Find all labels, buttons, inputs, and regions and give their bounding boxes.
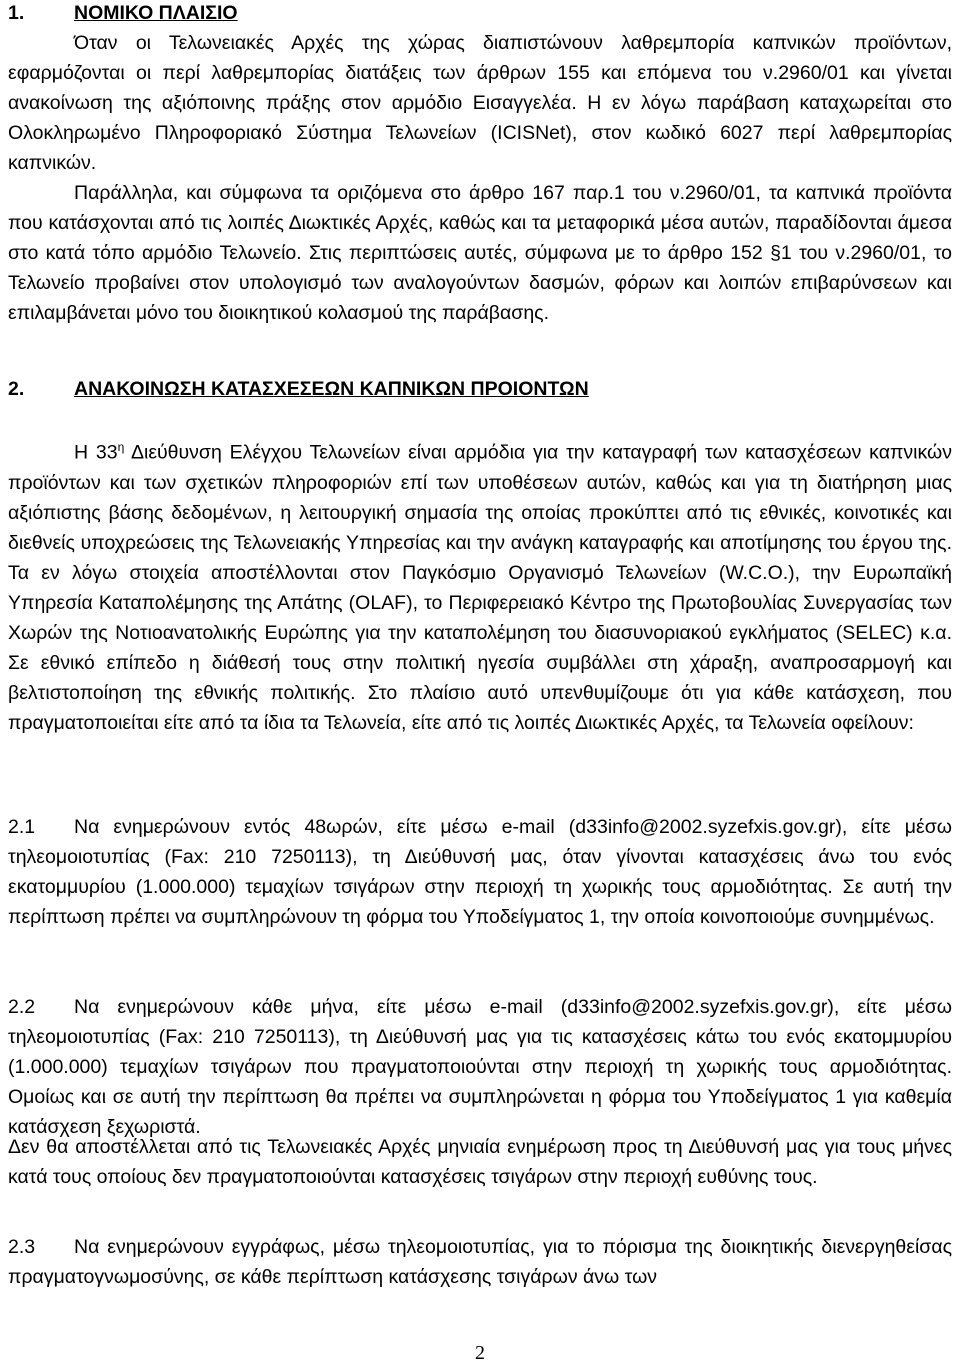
item-2-2-text: Να ενημερώνουν κάθε μήνα, είτε μέσω e-mail (d33info@2002.syzefxis.gov.gr), είτε μέσω τηλεομοιοτυπίας (Fax: 210 7250113), τη Διεύθυνσή μας για τις κατασχέσεις κάτω του ενός εκατομμυρίου (1.000.000) τεμαχίων τσιγάρων που πραγματοποιούνται στην περιοχή τη χωρικής τους αρμοδιότητας. Ομοίως και σε αυτή την περίπτωση θα πρέπει να συμπληρώνεται η φόρμα του Υποδείγματος 1 για καθεμία κατάσχεση ξεχωριστά.	[8, 996, 952, 1138]
section-2-intro-sup: η	[117, 440, 125, 454]
item-2-3-number: 2.3	[8, 1236, 36, 1258]
section-1-title: ΝΟΜΙΚΟ ΠΛΑΙΣΙΟ	[74, 2, 238, 24]
section-2-number: 2.	[8, 378, 25, 400]
item-2-1	[8, 812, 952, 932]
section-2-title: ΑΝΑΚΟΙΝΩΣΗ ΚΑΤΑΣΧΕΣΕΩΝ ΚΑΠΝΙΚΩΝ ΠΡΟΙΟΝΤΩΝ	[74, 378, 589, 400]
section-2-intro-prefix: Η 33	[74, 441, 118, 464]
item-2-2-number: 2.2	[8, 996, 36, 1018]
section-1-number: 1.	[8, 2, 25, 24]
item-2-3-text: Να ενημερώνουν εγγράφως, μέσω τηλεομοιοτυπίας, για το πόρισμα της διοικητικής διενεργηθείσας πραγματογνωμοσύνης, σε κάθε περίπτωση κατάσχεσης τσιγάρων άνω των	[8, 1236, 952, 1288]
section-1-heading	[8, 2, 238, 25]
item-2-1-number: 2.1	[8, 816, 36, 838]
section-2-intro	[8, 432, 952, 738]
item-2-3	[8, 1232, 952, 1292]
item-2-2	[8, 992, 952, 1142]
page-number: 2	[475, 1342, 485, 1364]
section-2-heading	[8, 378, 589, 401]
section-2-intro-text: Διεύθυνση Ελέγχου Τελωνείων είναι αρμόδια για την καταγραφή των κατασχέσεων καπνικών προϊόντων και των σχετικών πληροφοριών επί των υποθέσεων αυτών, καθώς και για τη διατήρηση μιας αξιόπιστης βάσης δεδομένων, η λειτουργική σημασία της οποίας προκύπτει από τις εθνικές, κοινοτικές και διεθνείς υποχρεώσεις της Τελωνειακής Υπηρεσίας και την ανάγκη καταγραφής και αποτίμησης του έργου της. Τα εν λόγω στοιχεία αποστέλλονται στον Παγκόσμιο Οργανισμό Τελωνείων (W.C.O.), την Ευρωπαϊκή Υπηρεσία Καταπολέμησης της Απάτης (OLAF), το Περιφερειακό Κέντρο της Πρωτοβουλίας Συνεργασίας των Χωρών της Νοτιοανατολικής Ευρώπης για την καταπολέμηση του διασυνοριακού εγκλήματος (SELEC) κ.α. Σε εθνικό επίπεδο η διάθεσή τους στην πολιτική ηγεσία συμβάλλει στη χάραξη, αναπροσαρμογή και βελτιστοποίηση της εθνικής πολιτικής. Στο πλαίσιο αυτό υπενθυμίζουμε ότι για κάθε κατάσχεση, που πραγματοποιείται είτε από τα ίδια τα Τελωνεία, είτε από τις λοιπές Διωκτικές Αρχές, τα Τελωνεία οφείλουν:	[8, 441, 952, 734]
section-1-paragraph-2: Παράλληλα, και σύμφωνα τα οριζόμενα στο άρθρο 167 παρ.1 του ν.2960/01, τα καπνικά προϊόντα που κατάσχονται από τις λοιπές Διωκτικές Αρχές, καθώς και τα μεταφορικά μέσα αυτών, παραδίδονται άμεσα στο κατά τόπο αρμόδιο Τελωνείο. Στις περιπτώσεις αυτές, σύμφωνα με το άρθρο 152 §1 του ν.2960/01, το Τελωνείο προβαίνει στον υπολογισμό των αναλογούντων δασμών, φόρων και λοιπών επιβαρύνσεων και επιλαμβάνεται μόνο του διοικητικού κολασμού της παράβασης.	[8, 182, 952, 324]
section-1-paragraph-1: Όταν οι Τελωνειακές Αρχές της χώρας διαπιστώνουν λαθρεμπορία καπνικών προϊόντων, εφαρμόζονται οι περί λαθρεμπορίας διατάξεις των άρθρων 155 και επόμενα του ν.2960/01 και γίνεται ανακοίνωση της αξιόποινης πράξης στον αρμόδιο Εισαγγελέα. Η εν λόγω παράβαση καταχωρείται στο Ολοκληρωμένο Πληροφοριακό Σύστημα Τελωνείων (ICISNet), στον κωδικό 6027 περί λαθρεμπορίας καπνικών.	[8, 32, 952, 174]
item-2-2-extra: Δεν θα αποστέλλεται από τις Τελωνειακές Αρχές μηνιαία ενημέρωση προς τη Διεύθυνσή μας για τους μήνες κατά τους οποίους δεν πραγματοποιούνται κατασχέσεις τσιγάρων στην περιοχή ευθύνης τους.	[8, 1136, 952, 1188]
item-2-1-text: Να ενημερώνουν εντός 48ωρών, είτε μέσω e-mail (d33info@2002.syzefxis.gov.gr), είτε μέσω τηλεομοιοτυπίας (Fax: 210 7250113), τη Διεύθυνσή μας, όταν γίνονται κατασχέσεις άνω του ενός εκατομμυρίου (1.000.000) τεμαχίων τσιγάρων στην περιοχή τη χωρικής τους αρμοδιότητας. Σε αυτή την περίπτωση πρέπει να συμπληρώνουν τη φόρμα του Υποδείγματος 1, την οποία κοινοποιούμε συνημμένως.	[8, 816, 952, 928]
